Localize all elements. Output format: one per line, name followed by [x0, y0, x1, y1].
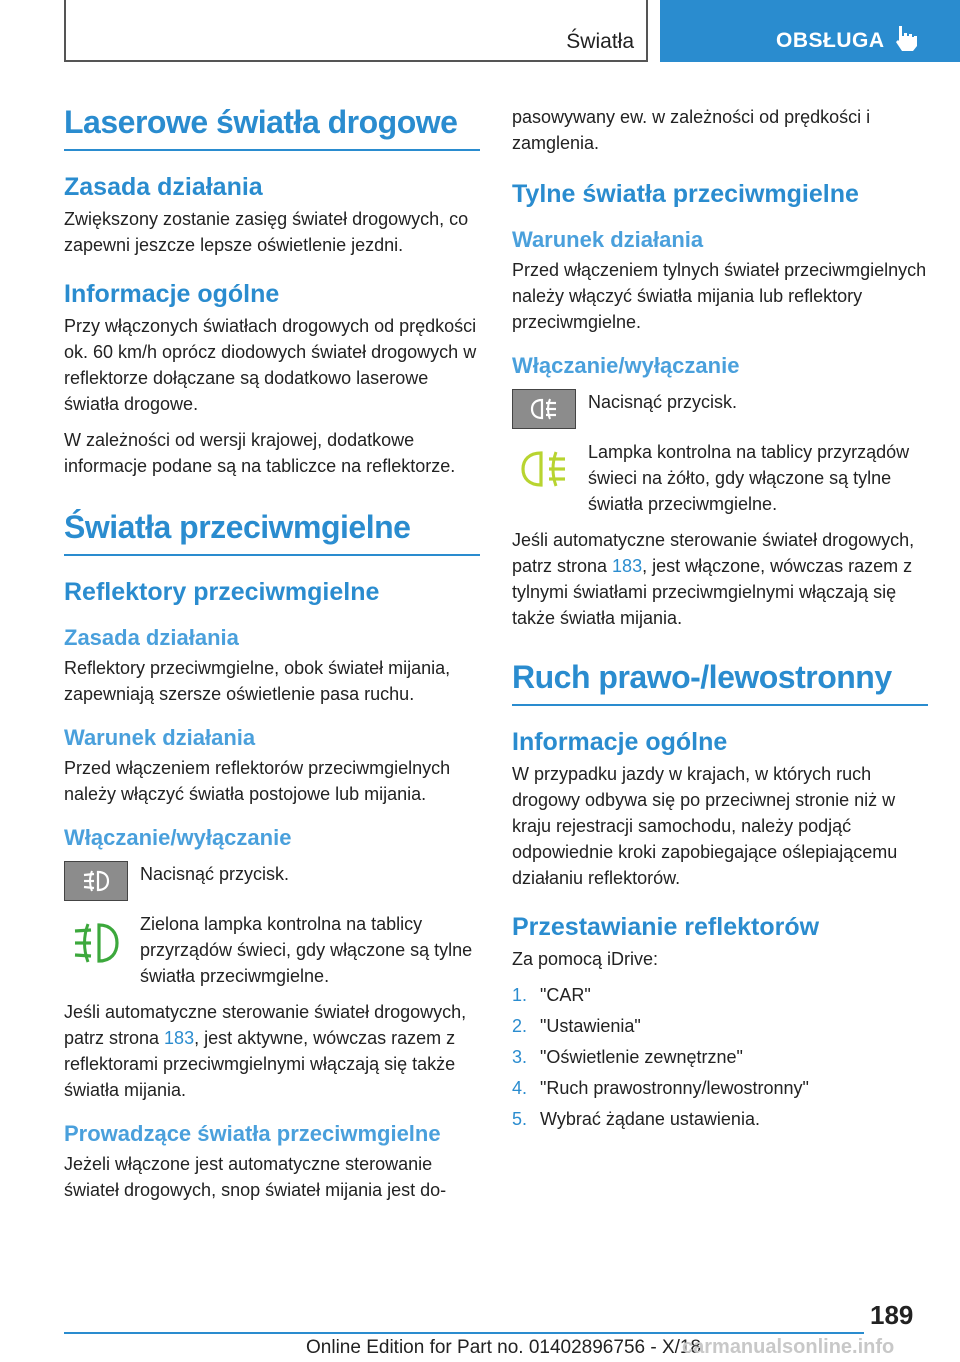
front-fog-button-image: [64, 861, 128, 901]
header-chapter-title: OBSŁUGA: [776, 29, 885, 52]
front-fog-press-text: Nacisnąć przycisk.: [140, 864, 290, 884]
footer-edition: Online Edition for Part no. 01402896756 - X/18: [306, 1337, 702, 1358]
left-column: [64, 104, 480, 1213]
laser-principle-text: Zwiększony zostanie zasięg świateł drogowych, co zapewni jeszcze lepsze oświetlenie jezdni.: [64, 209, 469, 255]
rear-condition-heading: Warunek działania: [512, 227, 704, 252]
rear-onoff-heading: Włączanie/wyłączanie: [512, 353, 740, 378]
rear-fog-indicator-row: [512, 439, 928, 517]
rear-fog-button-image: [512, 389, 576, 429]
rear-fog-heading: Tylne światła przeciwmgielne: [512, 180, 859, 208]
front-fog-indicator-row: [64, 911, 480, 989]
list-item: 5. Wybrać żądane ustawienia.: [512, 1109, 760, 1129]
rear-fog-auto-text: Jeśli automatyczne sterowanie świateł drogowych, patrz strona 183, jest włączone, wówczas razem z tylnymi światłami przeciwmgielnymi włączają się także światła mijania.: [512, 530, 915, 628]
front-fog-auto-text: Jeśli automatyczne sterowanie świateł drogowych, patrz strona 183, jest aktywne, wówczas razem z reflektorami przeciwmgielnymi włączają się także światła mijania.: [64, 1002, 467, 1100]
header-chapter-tab[interactable]: [660, 0, 960, 62]
hand-pointer-icon: [893, 24, 919, 52]
front-fog-light-icon: [81, 869, 111, 893]
footer-divider: [64, 1332, 864, 1334]
adjust-headlights-heading: Przestawianie reflektorów: [512, 913, 820, 941]
adjust-steps-list: [512, 982, 928, 1132]
page-link-183[interactable]: 183: [164, 1028, 195, 1048]
traffic-title: Ruch prawo-/lewostronny: [512, 659, 928, 706]
fog-title: Światła przeciwmgielne: [64, 509, 480, 556]
leading-fog-text-continued: pasowywany ew. w zależności od prędkości i zamglenia.: [512, 107, 871, 153]
list-item: 3. "Oświetlenie zewnętrzne": [512, 1047, 743, 1067]
leading-fog-text: Jeżeli włączone jest automatyczne sterowanie świateł drogowych, snop świateł mijania jest do-: [64, 1154, 447, 1200]
laser-principle-heading: Zasada działania: [64, 173, 263, 201]
fog-principle-heading: Zasada działania: [64, 625, 239, 650]
fog-front-heading: Reflektory przeciwmgielne: [64, 578, 380, 606]
yellow-fog-indicator-icon: [519, 449, 569, 489]
laser-general-heading: Informacje ogólne: [64, 280, 280, 308]
laser-general-text-1: Przy włączonych światłach drogowych od prędkości ok. 60 km/h oprócz diodowych świateł drogowych w reflektorze dołączane są dodatkowo laserowe światła drogowe.: [64, 316, 477, 414]
watermark: carmanualsonline.info: [682, 1336, 895, 1358]
rear-condition-text: Przed włączeniem tylnych świateł przeciwmgielnych należy włączyć światła mijania lub reflektory przeciwmgielne.: [512, 260, 927, 332]
rear-fog-light-icon: [529, 397, 559, 421]
leading-fog-heading: Prowadzące światła przeciwmgielne: [64, 1121, 441, 1146]
right-column: [512, 104, 928, 1137]
rear-fog-indicator-text: Lampka kontrolna na tablicy przyrządów świeci na żółto, gdy włączone są tylne światła przeciwmgielne.: [588, 442, 910, 514]
fog-condition-heading: Warunek działania: [64, 725, 256, 750]
fog-onoff-heading: Włączanie/wyłączanie: [64, 825, 292, 850]
list-item: 2. "Ustawienia": [512, 1016, 641, 1036]
traffic-general-heading: Informacje ogólne: [512, 728, 728, 756]
green-fog-indicator-icon: [71, 921, 121, 965]
adjust-headlights-text: Za pomocą iDrive:: [512, 949, 659, 969]
laser-title: Laserowe światła drogowe: [64, 104, 480, 151]
page-link-183-rear[interactable]: 183: [612, 556, 643, 576]
header-section-box: [64, 0, 648, 62]
header-section-title: Światła: [566, 30, 634, 53]
front-fog-button-row: [64, 861, 480, 901]
fog-condition-text: Przed włączeniem reflektorów przeciwmgielnych należy włączyć światła postojowe lub mijania.: [64, 758, 451, 804]
laser-general-text-2: W zależności od wersji krajowej, dodatkowe informacje podane są na tabliczce na reflektorze.: [64, 430, 456, 476]
list-item: 1. "CAR": [512, 985, 591, 1005]
traffic-general-text: W przypadku jazdy w krajach, w których ruch drogowy odbywa się po przeciwnej stronie niż w kraju rejestracji samochodu, należy podjąć odpowiednie kroki zapobiegające oślepiającemu działaniu reflektorów.: [512, 764, 898, 888]
page-number: 189: [870, 1300, 914, 1330]
fog-principle-text: Reflektory przeciwmgielne, obok świateł mijania, zapewniają szersze oświetlenie pasa ruchu.: [64, 658, 451, 704]
list-item: 4. "Ruch prawostronny/lewostronny": [512, 1078, 809, 1098]
rear-fog-button-row: [512, 389, 928, 429]
front-fog-indicator-text: Zielona lampka kontrolna na tablicy przyrządów świeci, gdy włączone są tylne światła przeciwmgielne.: [140, 914, 473, 986]
rear-fog-press-text: Nacisnąć przycisk.: [588, 392, 738, 412]
